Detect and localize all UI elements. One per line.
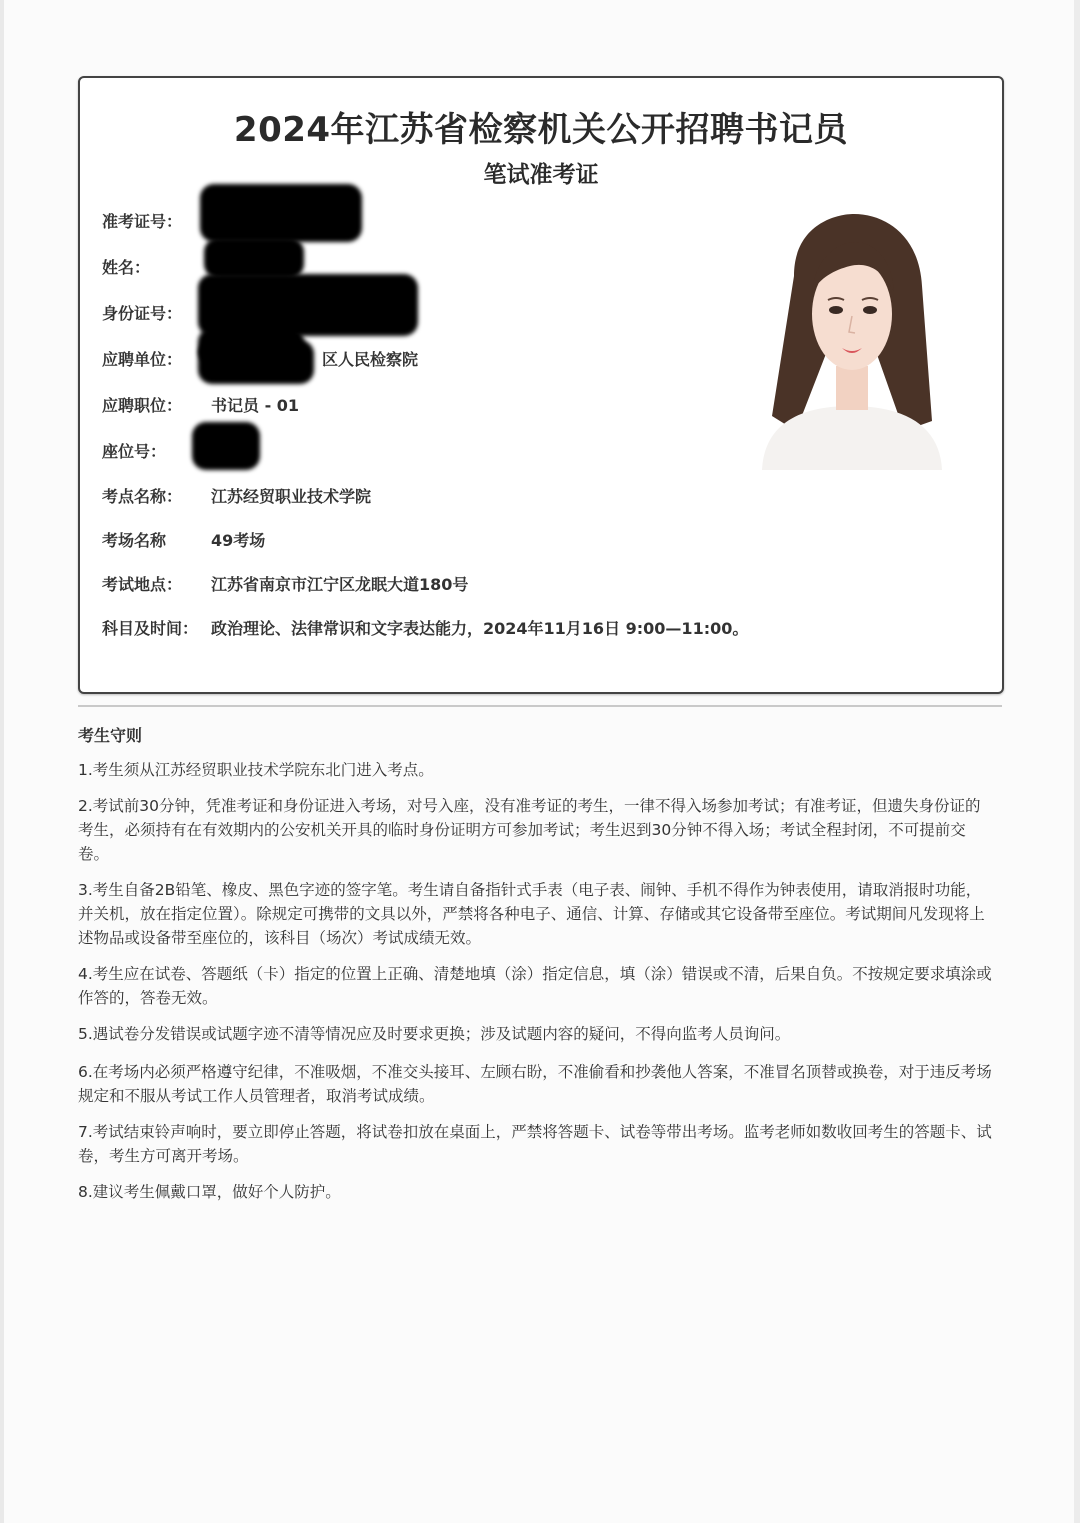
rule-item: 6.在考场内必须严格遵守纪律，不准吸烟，不准交头接耳、左顾右盼，不准偷看和抄袭他人答案，不准冒名顶替或换卷，对于违反考场规定和不服从考试工作人员管理者，取消考试成绩。	[78, 1063, 992, 1105]
redaction-mark	[198, 340, 314, 384]
page-edge-right	[1074, 0, 1080, 1523]
field-label: 考点名称：	[102, 487, 183, 506]
rule-item: 8.建议考生佩戴口罩，做好个人防护。	[78, 1183, 341, 1201]
field-label: 准考证号：	[102, 212, 183, 231]
field-label: 应聘单位：	[102, 350, 183, 369]
field-label: 科目及时间：	[102, 619, 199, 638]
ticket-title: 2024年江苏省检察机关公开招聘书记员	[233, 110, 849, 150]
rule-item: 3.考生自备2B铅笔、橡皮、黑色字迹的签字笔。考生请自备指针式手表（电子表、闹钟、手机不得作为钟表使用，请取消报时功能，并关机，放在指定位置）。除规定可携带的文具以外，严禁将各种电子、通信、计算、存储或其它设备带至座位。考试期间凡发现将上述物品或设备带至座位的，该科目（场次）考试成绩无效。	[78, 881, 985, 947]
field-value: 江苏经贸职业技术学院	[211, 487, 372, 506]
field-value: 江苏省南京市江宁区龙眠大道180号	[211, 575, 469, 594]
redaction-mark	[192, 422, 260, 470]
field-label: 身份证号：	[102, 304, 183, 323]
field-value: 政治理论、法律常识和文字表达能力，2024年11月16日 9:00—11:00。	[211, 619, 749, 638]
admission-ticket-card	[78, 76, 1004, 694]
page-edge-left	[0, 0, 4, 1523]
field-label: 考场名称	[102, 531, 167, 550]
field-label: 应聘职位：	[102, 396, 183, 415]
field-label: 姓名：	[102, 258, 151, 277]
redaction-mark	[200, 184, 362, 242]
field-label: 座位号：	[102, 442, 167, 461]
field-value: 书记员 - 01	[211, 396, 300, 415]
field-value: 49考场	[211, 531, 266, 550]
field-value: 区人民检察院	[322, 350, 419, 369]
rule-item: 5.遇试卷分发错误或试题字迹不清等情况应及时要求更换；涉及试题内容的疑问，不得向监考人员询问。	[78, 1025, 791, 1043]
rule-item: 1.考生须从江苏经贸职业技术学院东北门进入考点。	[78, 761, 434, 779]
portrait-illustration	[754, 206, 948, 470]
rule-item: 7.考试结束铃声响时，要立即停止答题，将试卷扣放在桌面上，严禁将答题卡、试卷等带出考场。监考老师如数收回考生的答题卡、试卷，考生方可离开考场。	[78, 1123, 992, 1165]
section-divider	[78, 705, 1002, 707]
field-label: 考试地点：	[102, 575, 183, 594]
candidate-photo	[754, 206, 948, 470]
redaction-mark	[198, 274, 418, 336]
rules-heading: 考生守则	[78, 726, 143, 745]
redaction-mark	[204, 238, 304, 278]
rule-item: 4.考生应在试卷、答题纸（卡）指定的位置上正确、清楚地填（涂）指定信息，填（涂）错误或不清，后果自负。不按规定要求填涂或作答的，答卷无效。	[78, 965, 992, 1007]
ticket-subtitle: 笔试准考证	[483, 162, 599, 188]
rule-item: 2.考试前30分钟，凭准考证和身份证进入考场，对号入座，没有准考证的考生，一律不得入场参加考试；有准考证，但遗失身份证的考生，必须持有在有效期内的公安机关开具的临时身份证明方可参加考试；考生迟到30分钟不得入场；考试全程封闭，不可提前交卷。	[78, 797, 981, 863]
